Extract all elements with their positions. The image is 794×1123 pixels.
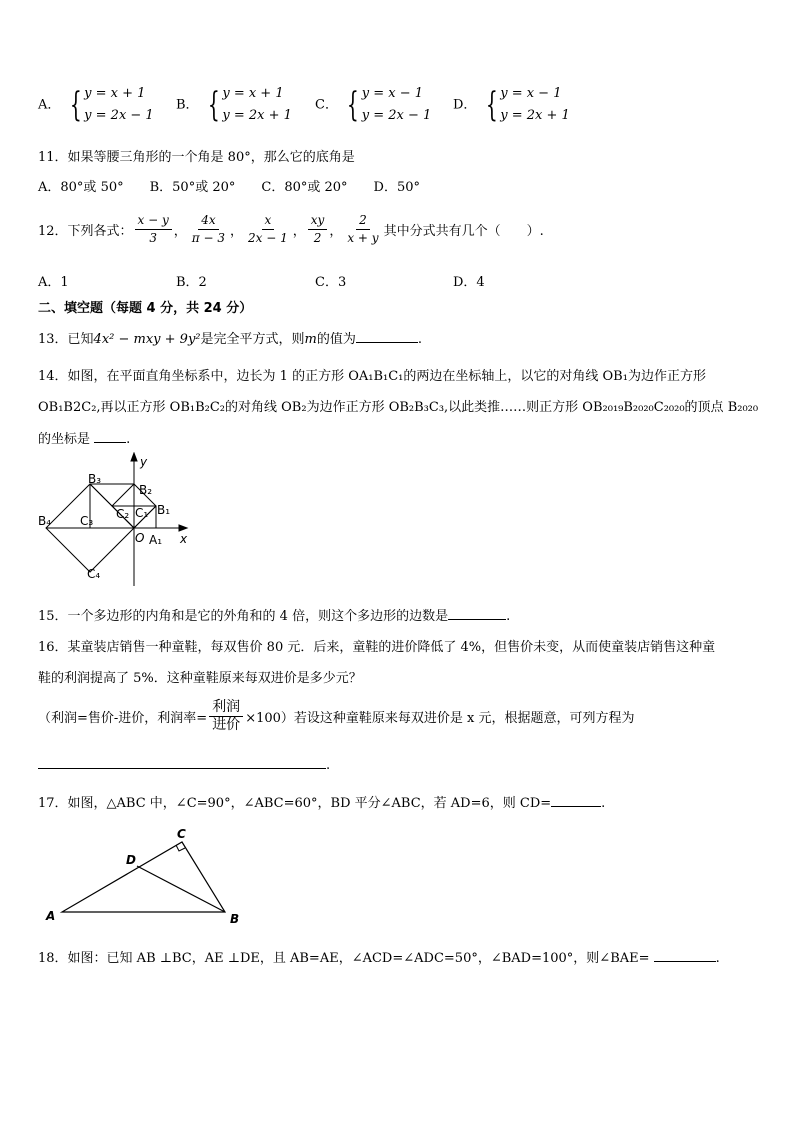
label-b: B xyxy=(230,912,240,926)
label-c1: C₁ xyxy=(135,506,149,520)
answer-blank[interactable] xyxy=(551,805,601,807)
label-a: A xyxy=(46,909,56,923)
section-heading: 二、填空题（每题 4 分，共 24 分） xyxy=(38,301,253,316)
q16-line3: （利润=售价-进价，利润率= $\frac{\text{利润}}{\text{进价}}$ ×100）若设这种童鞋原来每双进价是 x 元，根据题意，可列方程为 xyxy=(38,699,635,733)
q16-line2: 鞋的利润提高了 5%．这种童鞋原来每双进价是多少元？ xyxy=(38,671,362,686)
q17-stem: 17．如图，△ABC 中，∠C=90°，∠ABC=60°，BD 平分∠ABC，若 AD=6，则 CD= . xyxy=(38,796,606,811)
q11-stem: 11．如果等腰三角形的一个角是 80°，那么它的底角是 xyxy=(38,150,355,165)
brace-icon: { xyxy=(69,85,82,125)
q12-option-c: C．3 xyxy=(315,275,347,290)
q16-answer-line: . xyxy=(38,758,330,773)
label-c4: C₄ xyxy=(87,567,101,581)
label-a1: A₁ xyxy=(149,533,163,547)
q15-stem: 15．一个多边形的内角和是它的外角和的 4 倍，则这个多边形的边数是 . xyxy=(38,609,511,624)
label-x: x xyxy=(180,532,188,546)
q10-option-d: D． { y = x − 1 y = 2x + 1 xyxy=(453,85,570,125)
y-axis-arrow-icon xyxy=(131,453,137,461)
q13-stem: 13．已知4x² − mxy + 9y²是完全平方式，则m的值为 . xyxy=(38,332,423,347)
q14-line1: 14．如图，在平面直角坐标系中，边长为 1 的正方形 OA₁B₁C₁的两边在坐标轴上，以它的对角线 OB₁为边作正方形 xyxy=(38,369,706,384)
q18-stem: 18．如图：已知 AB ⊥BC，AE ⊥DE，且 AB=AE，∠ACD=∠ADC=50°，∠BAD=100°，则∠BAE= . xyxy=(38,951,720,966)
label-b2: B₂ xyxy=(139,483,153,497)
q10-option-a: A． { y = x + 1 y = 2x − 1 xyxy=(38,85,154,125)
q10-option-b: B． { y = x + 1 y = 2x + 1 xyxy=(176,85,292,125)
x-axis-arrow-icon xyxy=(179,525,187,531)
q12-option-a: A．1 xyxy=(38,275,69,290)
answer-blank[interactable] xyxy=(94,441,126,443)
q17-figure xyxy=(40,824,250,928)
answer-blank[interactable] xyxy=(654,960,716,962)
right-angle-mark xyxy=(176,845,185,851)
label-c: C xyxy=(177,827,186,841)
label-b3: B₃ xyxy=(88,472,102,486)
q14-line2: OB₁B2C₂,再以正方形 OB₁B₂C₂的对角线 OB₂为边作正方形 OB₂B₃C₃,以此类推……则正方形 OB₂₀₁₉B₂₀₂₀C₂₀₂₀的顶点 B₂₀₂₀ xyxy=(38,400,759,415)
q12-option-b: B．2 xyxy=(176,275,207,290)
label-d: D xyxy=(126,853,136,867)
label-c2: C₂ xyxy=(116,507,130,521)
triangle-abc xyxy=(62,842,225,912)
brace-icon: { xyxy=(485,85,498,125)
label-c3: C₃ xyxy=(80,514,94,528)
segment-bd xyxy=(137,866,225,912)
q14-figure xyxy=(36,452,196,592)
q11-options: A．80°或 50° B．50°或 20° C．80°或 20° D．50° xyxy=(38,180,421,195)
answer-blank[interactable] xyxy=(448,618,506,620)
q12-stem: 12．下列各式： $\frac{x - y}{3}$ ， $\frac{4x}{\pi - 3}$ ， $\frac{x}{2x - 1}$ ， $\frac{xy}{2}$ ， $\frac{2}{x + y}$ 其中分式共有几个（ ）. xyxy=(38,213,544,245)
label-y: y xyxy=(140,455,148,469)
label-b4: B₄ xyxy=(38,514,52,528)
q12-option-d: D．4 xyxy=(453,275,485,290)
q10-option-c: C． { y = x − 1 y = 2x − 1 xyxy=(315,85,432,125)
q16-line1: 16．某童装店销售一种童鞋，每双售价 80 元．后来，童鞋的进价降低了 4%，但售价未变，从而使童装店销售这种童 xyxy=(38,640,716,655)
brace-icon: { xyxy=(346,85,359,125)
q14-line3: 的坐标是 . xyxy=(38,432,131,447)
label-b1: B₁ xyxy=(157,503,171,517)
answer-blank[interactable] xyxy=(356,341,418,343)
brace-icon: { xyxy=(207,85,220,125)
label-o: O xyxy=(135,531,145,545)
answer-blank[interactable] xyxy=(38,767,326,769)
